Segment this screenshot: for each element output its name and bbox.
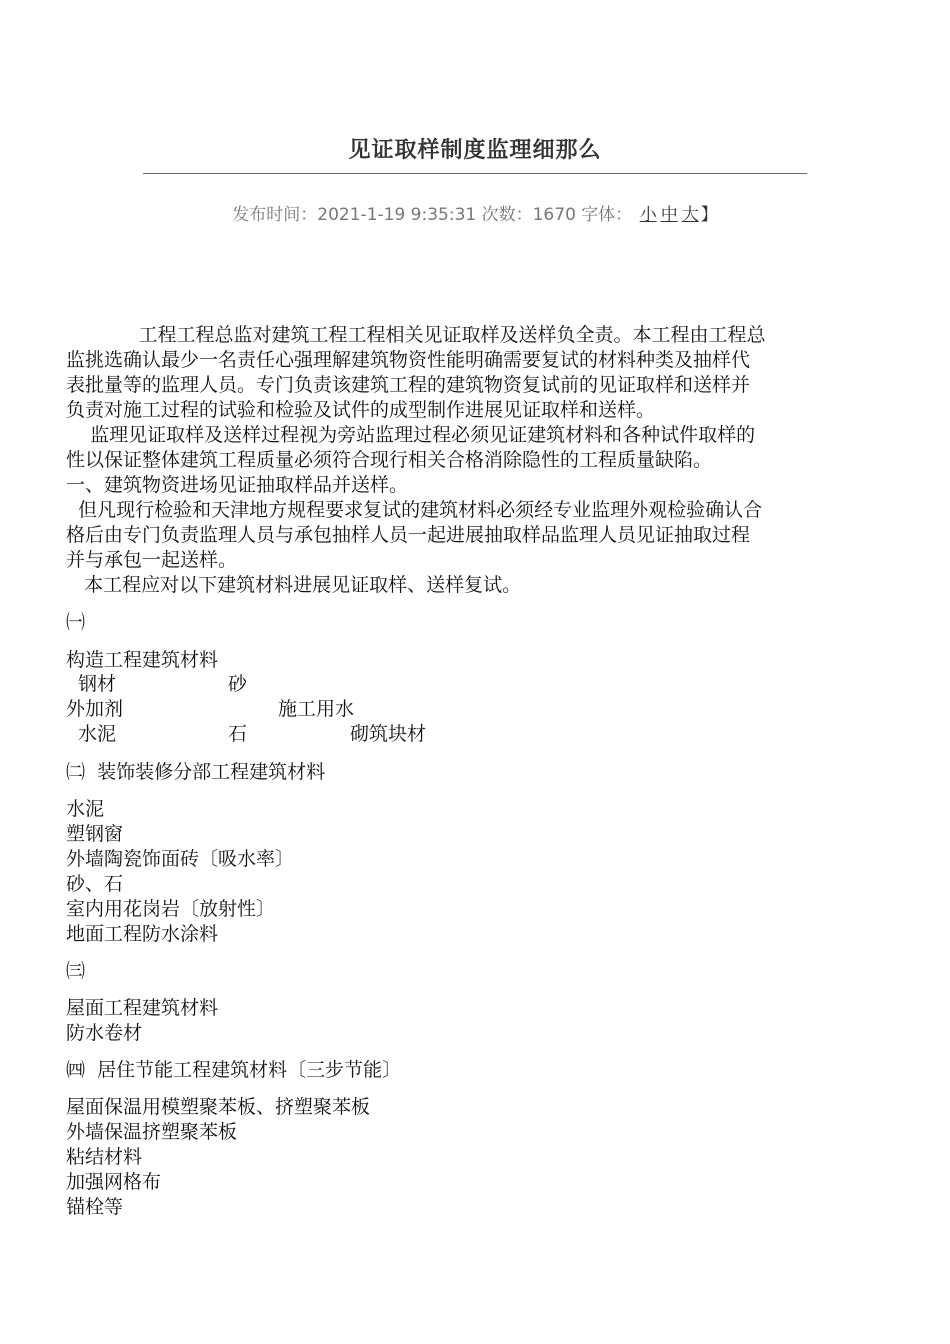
material-item: 砂 bbox=[228, 673, 248, 695]
paragraph-line: 表批量等的监理人员。专门负责该建筑工程的建筑物资复试前的见证取样和送样并 bbox=[66, 374, 751, 396]
list-item: 锚栓等 bbox=[66, 1196, 124, 1218]
list-item: 屋面保温用模塑聚苯板、挤塑聚苯板 bbox=[66, 1096, 371, 1118]
meta-label: 发布时间：2021-1-19 9:35:31 次数：1670 字体： bbox=[232, 205, 633, 225]
section-1-subheading: 构造工程建筑材料 bbox=[66, 649, 219, 671]
paragraph-line: 监理见证取样及送样过程视为旁站监理过程必须见证建筑材料和各种试件取样的 bbox=[66, 424, 756, 446]
section-4-heading: ㈣ 居住节能工程建筑材料〔三步节能〕 bbox=[66, 1059, 402, 1081]
section-heading: 一、建筑物资进场见证抽取样品并送样。 bbox=[66, 474, 409, 496]
list-item: 加强网格布 bbox=[66, 1171, 162, 1193]
article-meta bbox=[0, 200, 950, 225]
material-item: 外加剂 bbox=[66, 698, 124, 720]
font-size-large-link[interactable]: 大 bbox=[681, 205, 699, 225]
page-title: 见证取样制度监理细那么 bbox=[348, 138, 602, 163]
font-size-medium-link[interactable]: 中 bbox=[660, 205, 678, 225]
paragraph-line: 监挑选确认最少一名责任心强理解建筑物资性能明确需要复试的材料种类及抽样代 bbox=[66, 349, 751, 371]
material-item: 钢材 bbox=[78, 673, 117, 695]
material-item: 石 bbox=[228, 723, 248, 745]
font-size-small-link[interactable]: 小 bbox=[639, 205, 657, 225]
paragraph-line: 性以保证整体建筑工程质量必须符合现行相关合格消除隐性的工程质量缺陷。 bbox=[66, 449, 713, 471]
list-item: 地面工程防水涂料 bbox=[66, 923, 219, 945]
paragraph-line: 负责对施工过程的试验和检验及试件的成型制作进展见证取样和送样。 bbox=[66, 399, 656, 421]
list-item: 外墙保温挤塑聚苯板 bbox=[66, 1121, 238, 1143]
list-item: 砂、石 bbox=[66, 873, 124, 895]
section-2-heading: ㈡ 装饰装修分部工程建筑材料 bbox=[66, 761, 326, 783]
paragraph-line: 本工程应对以下建筑材料进展见证取样、送样复试。 bbox=[66, 574, 522, 596]
paragraph-line: 但凡现行检验和天津地方规程要求复试的建筑材料必须经专业监理外观检验确认合 bbox=[66, 499, 763, 521]
material-item: 砌筑块材 bbox=[350, 723, 427, 745]
paragraph-line: 格后由专门负责监理人员与承包抽样人员一起进展抽取样品监理人员见证抽取过程 bbox=[66, 524, 751, 546]
meta-bracket: 】 bbox=[700, 205, 718, 225]
list-item: 水泥 bbox=[66, 798, 105, 820]
paragraph-line: 工程工程总监对建筑工程工程相关见证取样及送样负全责。本工程由工程总 bbox=[66, 324, 766, 346]
list-item: 室内用花岗岩〔放射性〕 bbox=[66, 898, 276, 920]
list-item: 塑钢窗 bbox=[66, 823, 124, 845]
list-item: 屋面工程建筑材料 bbox=[66, 997, 219, 1019]
material-item: 水泥 bbox=[78, 723, 117, 745]
list-item: 粘结材料 bbox=[66, 1146, 143, 1168]
list-item: 外墙陶瓷饰面砖〔吸水率〕 bbox=[66, 848, 295, 870]
section-1-heading: ㈠ bbox=[66, 611, 86, 633]
paragraph-line: 并与承包一起送样。 bbox=[66, 549, 238, 571]
material-item: 施工用水 bbox=[278, 698, 355, 720]
title-divider bbox=[143, 173, 807, 174]
list-item: 防水卷材 bbox=[66, 1022, 143, 1044]
section-3-heading: ㈢ bbox=[66, 960, 86, 982]
